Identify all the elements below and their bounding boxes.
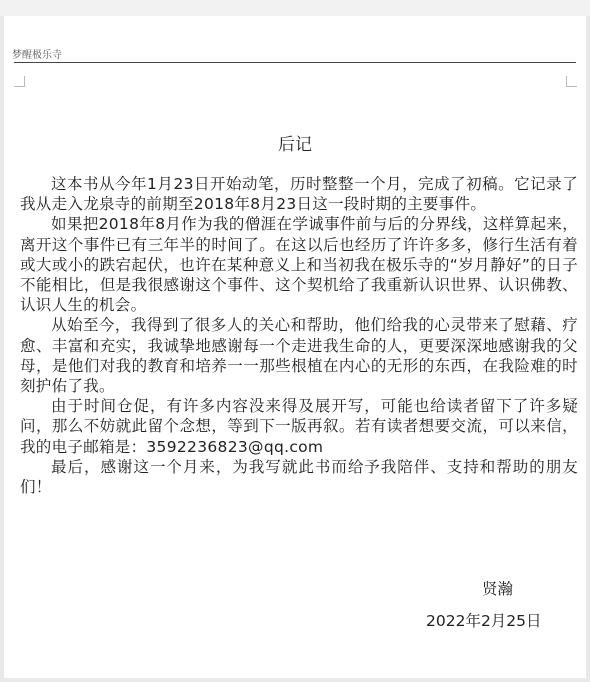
paragraph: 如果把2018年8月作为我的僧涯在学诚事件前与后的分界线，这样算起来，离开这个事件已有三年半的时间了。在这以后也经历了许许多多，修行生活有着或大或小的跌宕起伏，也许在某种意义上和当初我在极乐寺的“岁月静好”的日子不能相比，但是我很感谢这个事件、这个契机给了我重新认识世界、认识佛教、认识人生的机会。 (20, 215, 578, 315)
paragraph: 最后，感谢这一个月来，为我写就此书而给予我陪伴、支持和帮助的朋友们！ (20, 457, 578, 497)
paragraph: 由于时间仓促，有许多内容没来得及展开写，可能也给读者留下了许多疑问，那么不妨就此留个念想，等到下一版再叙。若有读者想要交流，可以来信，我的电子邮箱是：3592236823@qq.com (20, 397, 578, 456)
header-rule (14, 62, 576, 63)
margin-corner-mark-right (566, 76, 577, 87)
running-header: 梦醒极乐寺 (12, 50, 62, 61)
paragraph: 这本书从今年1月23日开始动笔，历时整整一个月，完成了初稿。它记录了我从走入龙泉寺的前期至2018年8月23日这一段时期的主要事件。 (20, 175, 578, 214)
signing-date: 2022年2月25日 (426, 612, 542, 630)
margin-corner-mark-left (14, 76, 25, 87)
page-title: 后记 (278, 135, 312, 155)
document-body (20, 174, 578, 497)
author-signature: 贤瀚 (482, 580, 514, 598)
top-bar (0, 0, 590, 16)
paragraph: 从始至今，我得到了很多人的关心和帮助，他们给我的心灵带来了慰藉、疗愈、丰富和充实，我诚挚地感谢每一个走进我生命的人，更要深深地感谢我的父母，是他们对我的教育和培养一一那些根植在内心的无形的东西，在我险难的时刻护佑了我。 (20, 316, 578, 396)
